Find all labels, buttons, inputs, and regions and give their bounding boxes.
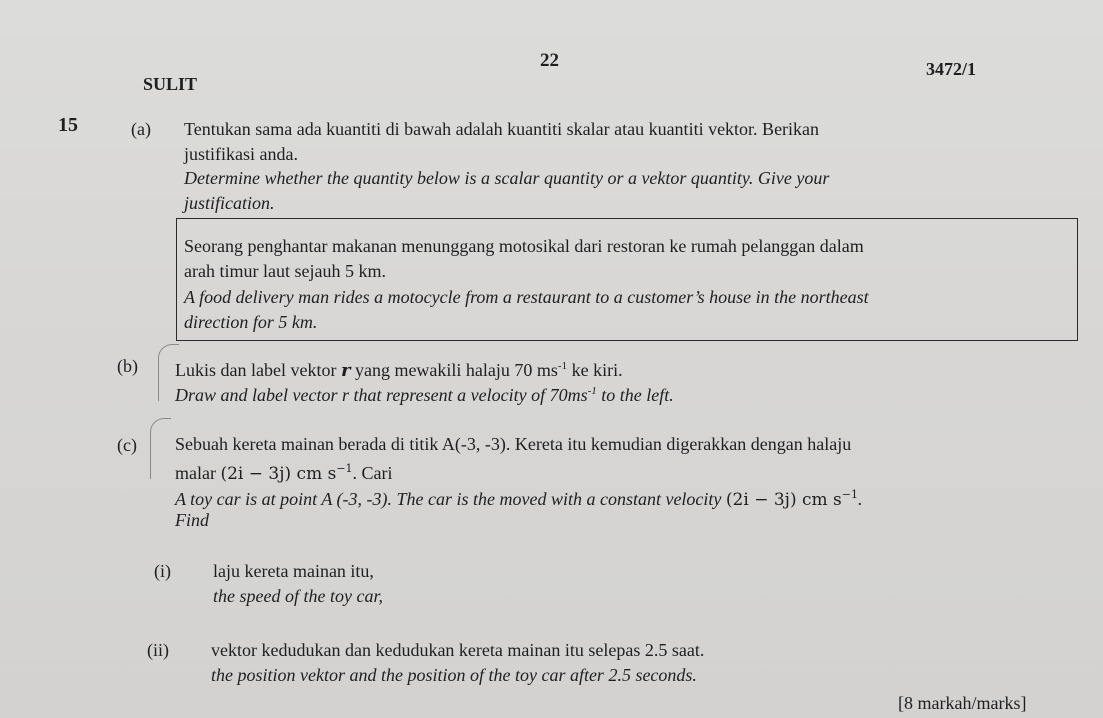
part-c-english-line2: Find [175,510,209,530]
classification-label: SULIT [143,74,198,94]
part-b-english: Draw and label vector r that represent a velocity of $70ms^{-1}$ to the left. [175,385,674,405]
part-a-english-line1: Determine whether the quantity below is a scalar quantity or a vektor quantity. Give your [184,168,830,188]
box-english-line2: direction for 5 km. [184,312,318,332]
part-c-ii-english: the position vektor and the position of the toy car after 2.5 seconds. [211,665,697,685]
part-a-malay-line1: Tentukan sama ada kuantiti di bawah adalah kuantiti skalar atau kuantiti vektor. Berikan [184,119,820,139]
part-c-ii-label: (ii) [147,640,169,660]
paper-code: 3472/1 [926,59,977,79]
part-c-i-english: the speed of the toy car, [213,586,383,606]
part-c-label: (c) [117,435,137,455]
part-c-i-malay: laju kereta mainan itu, [213,561,374,581]
part-c-ii-malay: vektor kedudukan dan kedudukan kereta mainan itu selepas 2.5 saat. [211,640,705,660]
part-b-label: (b) [117,356,138,376]
part-b-malay: Lukis dan label vektor r yang mewakili halaju 70 $ms^{-1}$ ke kiri. [175,360,623,381]
vector-r: r [340,360,351,381]
box-malay-line1: Seorang penghantar makanan menunggang motosikal dari restoran ke rumah pelanggan dalam [184,236,864,256]
part-c-malay-line1: Sebuah kereta mainan berada di titik A(-3, -3). Kereta itu kemudian digerakkan dengan halaju [175,434,852,454]
part-c-english-line1: A toy car is at point A (-3, -3). The car is the moved with a constant velocity (2i − 3j) cm $s^{-1}$. [175,488,863,510]
part-a-malay-line2: justifikasi anda. [184,144,298,164]
margin-bracket [150,418,171,479]
page-number: 22 [540,50,559,71]
part-c-malay-line2: malar (2i − 3j) cm $s^{-1}$. Cari [175,462,393,484]
part-a-english-line2: justification. [184,193,275,213]
box-english-line1: A food delivery man rides a motocycle from a restaurant to a customer’s house in the northeast [184,287,869,307]
marks-label: [8 markah/marks] [898,693,1027,713]
question-number: 15 [58,114,78,136]
box-malay-line2: arah timur laut sejauh 5 km. [184,261,386,281]
part-c-i-label: (i) [154,561,171,581]
part-a-label: (a) [131,119,151,139]
